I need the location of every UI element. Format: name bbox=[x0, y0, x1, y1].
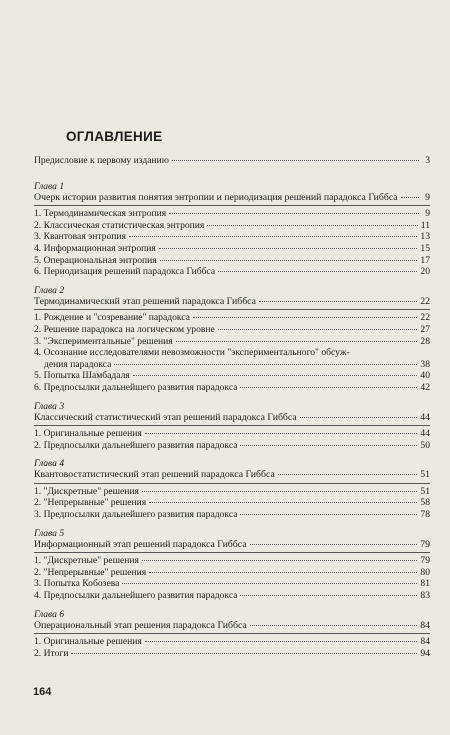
toc-page-number: 79 bbox=[420, 538, 430, 550]
chapter-title-entry bbox=[34, 469, 430, 481]
toc-entry-title: 5. Попытка Шамбадаля bbox=[34, 370, 130, 382]
toc-entry bbox=[34, 497, 430, 509]
toc-entry-title: 2. "Непрерывные" решения bbox=[34, 566, 147, 578]
toc-page-number: 11 bbox=[420, 219, 430, 231]
toc-entry bbox=[34, 336, 430, 348]
chapter-label: Глава 3 bbox=[34, 400, 65, 412]
toc-entry-title: 3. "Экспериментальные" решения bbox=[34, 335, 173, 347]
dot-leader bbox=[172, 160, 419, 161]
toc-page-number: 83 bbox=[420, 590, 430, 602]
chapter-rule bbox=[34, 483, 430, 484]
toc-entry-title: 2. Классическая статистическая энтропия bbox=[34, 219, 205, 231]
dot-leader bbox=[145, 433, 418, 434]
dot-leader bbox=[160, 260, 418, 261]
toc-entry bbox=[34, 266, 430, 278]
toc-page-number: 22 bbox=[420, 295, 430, 307]
dot-leader bbox=[240, 595, 417, 596]
toc-page-number: 81 bbox=[420, 578, 430, 590]
toc-entry bbox=[34, 312, 430, 324]
page-title: ОГЛАВЛЕНИЕ bbox=[66, 129, 163, 144]
toc-entry-title: 1. Рождение и "созревание" парадокса bbox=[34, 312, 190, 324]
chapter-block bbox=[34, 609, 430, 660]
chapter-label: Глава 5 bbox=[34, 527, 65, 539]
chapter-block bbox=[34, 285, 430, 394]
chapter-title: Классический статистический этап решений парадокса Гиббса bbox=[34, 411, 297, 423]
dot-leader bbox=[278, 474, 417, 475]
toc-page-number: 42 bbox=[420, 381, 430, 393]
toc-entry bbox=[34, 243, 430, 255]
toc-entry-title: 2. Решение парадокса на логическом уровне bbox=[34, 323, 215, 335]
chapter-title-entry bbox=[34, 539, 430, 551]
chapter-title: Очерк истории развития понятия энтропии и периодизация решений парадокса Гиббса bbox=[34, 191, 398, 203]
toc-entry bbox=[34, 220, 430, 232]
toc-page-number: 79 bbox=[420, 555, 430, 567]
chapter-title-entry bbox=[34, 412, 430, 424]
dot-leader bbox=[122, 583, 417, 584]
dot-leader bbox=[240, 387, 417, 388]
dot-leader bbox=[159, 248, 418, 249]
toc-entry bbox=[34, 636, 430, 648]
chapter-block bbox=[34, 181, 430, 278]
dot-leader bbox=[240, 445, 417, 446]
toc-entry-title: 3. Квантовая энтропия bbox=[34, 231, 126, 243]
toc-page-number: 9 bbox=[425, 208, 430, 220]
toc-page-number: 84 bbox=[420, 619, 430, 631]
toc-page-number: 15 bbox=[420, 242, 430, 254]
chapter-block bbox=[34, 458, 430, 520]
dot-leader bbox=[129, 236, 417, 237]
dot-leader bbox=[133, 375, 418, 376]
dot-leader bbox=[250, 544, 418, 545]
chapter-title-entry bbox=[34, 192, 430, 204]
toc-page-number: 40 bbox=[420, 370, 430, 382]
toc-page-number: 94 bbox=[420, 647, 430, 659]
dot-leader bbox=[114, 364, 417, 365]
dot-leader bbox=[401, 197, 419, 198]
toc-page-number: 3 bbox=[425, 155, 430, 166]
toc-entry bbox=[34, 555, 430, 567]
chapter-rule bbox=[34, 205, 430, 206]
dot-leader bbox=[142, 560, 418, 561]
toc-entry bbox=[34, 428, 430, 440]
toc-page-number: 51 bbox=[420, 469, 430, 481]
dot-leader bbox=[145, 641, 418, 642]
toc-page-number: 20 bbox=[420, 266, 430, 278]
dot-leader bbox=[218, 271, 417, 272]
chapter-label: Глава 4 bbox=[34, 458, 65, 470]
toc-page-number: 44 bbox=[420, 411, 430, 423]
chapter-list bbox=[34, 181, 430, 660]
toc-page-number: 58 bbox=[420, 497, 430, 509]
toc-entry-continuation bbox=[34, 359, 430, 371]
dot-leader bbox=[142, 491, 418, 492]
chapter-block bbox=[34, 401, 430, 452]
toc-entry bbox=[34, 567, 430, 579]
toc-entry-title: 4. Осознание исследователями невозможности "экспериментального" обсуж- bbox=[34, 347, 350, 359]
table-of-contents bbox=[34, 155, 430, 659]
chapter-title: Операциональный этап решения парадокса Гиббса bbox=[34, 619, 247, 631]
toc-entry bbox=[34, 208, 430, 220]
toc-page-number: 44 bbox=[420, 428, 430, 440]
chapter-rule bbox=[34, 309, 430, 310]
toc-page-number: 28 bbox=[420, 335, 430, 347]
chapter-title: Термодинамический этап решений парадокса Гиббса bbox=[34, 295, 257, 307]
chapter-rule bbox=[34, 552, 430, 553]
toc-entry bbox=[34, 382, 430, 394]
chapter-label: Глава 6 bbox=[34, 608, 65, 620]
dot-leader bbox=[300, 417, 417, 418]
toc-page-number: 9 bbox=[425, 191, 430, 203]
toc-entry bbox=[34, 648, 430, 660]
toc-page-number: 50 bbox=[420, 439, 430, 451]
toc-entry-title: 6. Периодизация решений парадокса Гиббса bbox=[34, 266, 216, 278]
toc-page-number: 17 bbox=[420, 254, 430, 266]
toc-entry-title: Предисловие к первому изданию bbox=[34, 155, 169, 166]
toc-page-number: 78 bbox=[420, 509, 430, 521]
dot-leader bbox=[193, 317, 417, 318]
toc-entry-title: 4. Информационная энтропия bbox=[34, 242, 156, 254]
dot-leader bbox=[207, 225, 417, 226]
toc-entry-title: 3. Попытка Кобозева bbox=[34, 578, 120, 590]
toc-page-number: 38 bbox=[420, 358, 430, 370]
chapter-title-entry bbox=[34, 296, 430, 308]
toc-entry-title: 6. Предпосылки дальнейшего развития парадокса bbox=[34, 381, 238, 393]
toc-entry bbox=[34, 324, 430, 336]
toc-entry bbox=[34, 370, 430, 382]
toc-entry-title-cont: дения парадокса bbox=[44, 358, 112, 370]
toc-entry-title: 1. "Дискретные" решения bbox=[34, 485, 139, 497]
dot-leader bbox=[218, 329, 418, 330]
dot-leader bbox=[71, 653, 417, 654]
dot-leader bbox=[149, 572, 417, 573]
toc-entry bbox=[34, 231, 430, 243]
chapter-title: Информационный этап решений парадокса Гиббса bbox=[34, 538, 247, 550]
chapter-label: Глава 2 bbox=[34, 284, 65, 296]
toc-entry-title: 4. Предпосылки дальнейшего развития парадокса bbox=[34, 590, 238, 602]
dot-leader bbox=[149, 502, 417, 503]
toc-entry-preface bbox=[34, 155, 430, 167]
toc-entry-title: 2. Итоги bbox=[34, 647, 69, 659]
toc-entry-title: 3. Предпосылки дальнейшего развития парадокса bbox=[34, 509, 238, 521]
chapter-title: Квантовостатистический этап решений парадокса Гиббса bbox=[34, 469, 275, 481]
toc-page-number: 80 bbox=[420, 566, 430, 578]
toc-entry-title: 1. Оригинальные решения bbox=[34, 636, 142, 648]
dot-leader bbox=[176, 341, 418, 342]
chapter-rule bbox=[34, 425, 430, 426]
toc-entry-title: 1. "Дискретные" решения bbox=[34, 555, 139, 567]
dot-leader bbox=[169, 213, 419, 214]
chapter-label: Глава 1 bbox=[34, 180, 65, 192]
toc-entry bbox=[34, 347, 430, 359]
toc-entry bbox=[34, 590, 430, 602]
toc-entry-title: 2. "Непрерывные" решения bbox=[34, 497, 147, 509]
toc-entry-title: 5. Операциональная энтропия bbox=[34, 254, 157, 266]
toc-entry bbox=[34, 255, 430, 267]
toc-entry bbox=[34, 440, 430, 452]
chapter-rule bbox=[34, 633, 430, 634]
dot-leader bbox=[259, 301, 417, 302]
toc-entry-title: 1. Термодинамическая энтропия bbox=[34, 208, 167, 220]
toc-entry bbox=[34, 578, 430, 590]
toc-page-number: 22 bbox=[420, 312, 430, 324]
chapter-title-entry bbox=[34, 620, 430, 632]
toc-entry bbox=[34, 509, 430, 521]
page-number: 164 bbox=[33, 686, 52, 698]
toc-entry-title: 1. Оригинальные решения bbox=[34, 428, 142, 440]
toc-page-number: 84 bbox=[420, 636, 430, 648]
dot-leader bbox=[250, 625, 417, 626]
toc-page-number: 51 bbox=[420, 485, 430, 497]
toc-page-number: 13 bbox=[420, 231, 430, 243]
chapter-block bbox=[34, 528, 430, 602]
dot-leader bbox=[240, 514, 417, 515]
toc-entry-title: 2. Предпосылки дальнейшего развития парадокса bbox=[34, 439, 238, 451]
toc-page-number: 27 bbox=[420, 323, 430, 335]
toc-entry bbox=[34, 486, 430, 498]
